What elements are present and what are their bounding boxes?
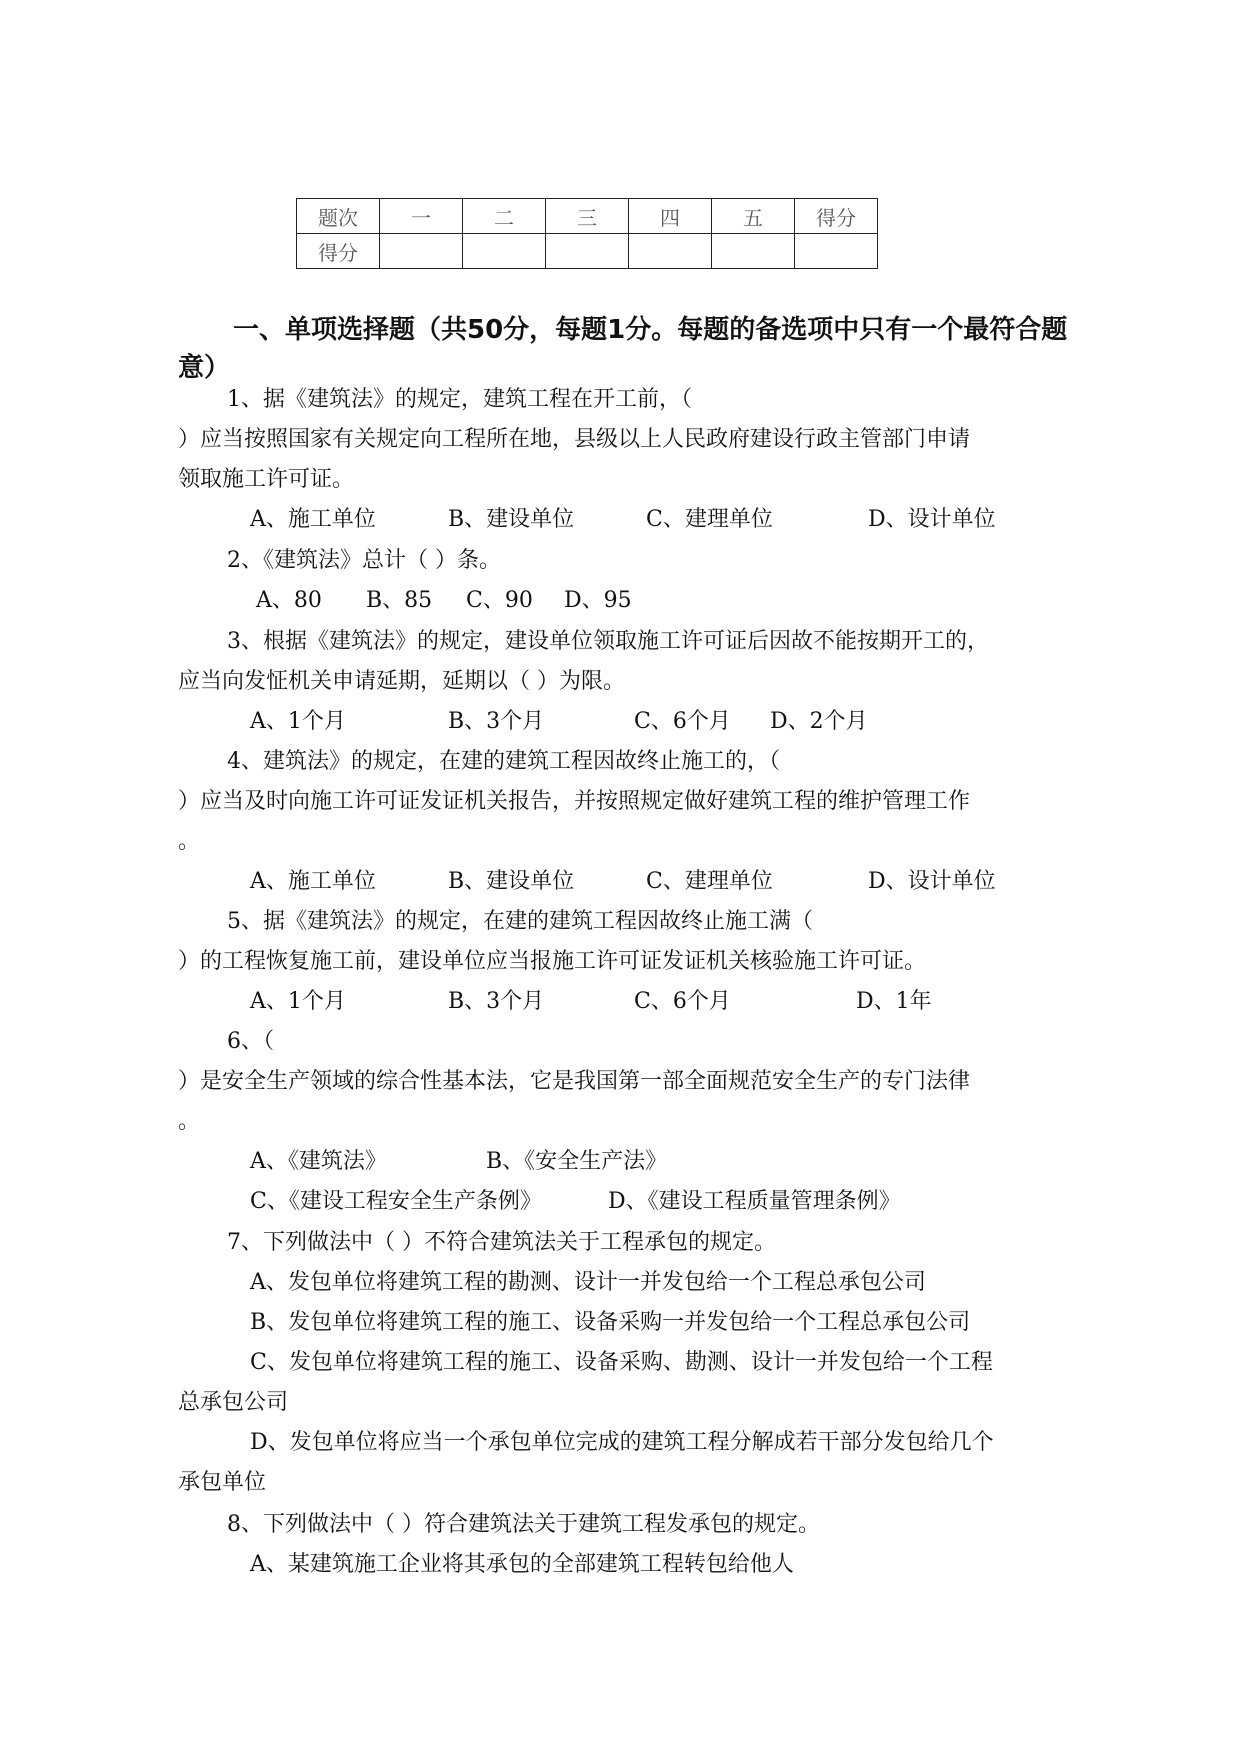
option[interactable]: B、建设单位 bbox=[448, 507, 575, 532]
question-stem: 1、据《建筑法》的规定，建筑工程在开工前，（ bbox=[227, 387, 692, 412]
question-stem: 应当向发怔机关申请延期，延期以（ ）为限。 bbox=[178, 669, 625, 694]
score-input-cell[interactable] bbox=[546, 234, 629, 269]
question-stem: 7、下列做法中（ ）不符合建筑法关于工程承包的规定。 bbox=[227, 1230, 776, 1255]
score-table-header-row bbox=[297, 199, 878, 234]
option[interactable]: A、《建筑法》 bbox=[250, 1149, 387, 1174]
option[interactable]: A、80 bbox=[256, 588, 322, 613]
score-table-score-row bbox=[297, 234, 878, 269]
option[interactable]: A、1个月 bbox=[250, 709, 346, 734]
question-stem: 8、下列做法中（ ）符合建筑法关于建筑工程发承包的规定。 bbox=[227, 1512, 820, 1537]
question-stem: 5、据《建筑法》的规定，在建的建筑工程因故终止施工满（ bbox=[227, 909, 813, 934]
question-stem: 。 bbox=[178, 829, 201, 854]
question-stem: ）是安全生产领域的综合性基本法，它是我国第一部全面规范安全生产的专门法律 bbox=[178, 1069, 971, 1094]
option[interactable]: A、1个月 bbox=[250, 989, 346, 1014]
section-title: 一、单项选择题（共50分，每题1分。每题的备选项中只有一个最符合题意） bbox=[178, 315, 1068, 383]
question-stem: ）应当按照国家有关规定向工程所在地，县级以上人民政府建设行政主管部门申请 bbox=[178, 427, 971, 452]
score-table-cell: 得分 bbox=[297, 234, 380, 269]
option[interactable]: D、设计单位 bbox=[868, 869, 996, 894]
score-input-cell[interactable] bbox=[629, 234, 712, 269]
score-input-cell[interactable] bbox=[795, 234, 878, 269]
score-table-cell: 二 bbox=[463, 199, 546, 234]
score-table-cell: 得分 bbox=[795, 199, 878, 234]
option[interactable]: D、2个月 bbox=[770, 709, 868, 734]
option[interactable]: C、发包单位将建筑工程的施工、设备采购、勘测、设计一并发包给一个工程 bbox=[250, 1350, 993, 1375]
option[interactable]: D、设计单位 bbox=[868, 507, 996, 532]
question-stem: 4、建筑法》的规定，在建的建筑工程因故终止施工的，（ bbox=[227, 749, 780, 774]
question-stem: 3、根据《建筑法》的规定，建设单位领取施工许可证后因故不能按期开工的， bbox=[227, 629, 989, 654]
option[interactable]: B、85 bbox=[366, 588, 433, 613]
option[interactable]: D、1年 bbox=[856, 989, 932, 1014]
option[interactable]: B、发包单位将建筑工程的施工、设备采购一并发包给一个工程总承包公司 bbox=[250, 1310, 971, 1335]
option-continuation: 总承包公司 bbox=[178, 1390, 289, 1415]
option[interactable]: B、建设单位 bbox=[448, 869, 575, 894]
score-table-cell: 四 bbox=[629, 199, 712, 234]
option-continuation: 承包单位 bbox=[178, 1470, 267, 1495]
option[interactable]: D、95 bbox=[564, 588, 632, 613]
score-table-cell: 五 bbox=[712, 199, 795, 234]
option[interactable]: A、发包单位将建筑工程的勘测、设计一并发包给一个工程总承包公司 bbox=[250, 1270, 926, 1295]
option[interactable]: A、施工单位 bbox=[250, 507, 376, 532]
option[interactable]: D、《建设工程质量管理条例》 bbox=[608, 1189, 901, 1214]
score-table-cell: 题次 bbox=[297, 199, 380, 234]
option[interactable]: C、《建设工程安全生产条例》 bbox=[250, 1189, 542, 1214]
score-input-cell[interactable] bbox=[380, 234, 463, 269]
option[interactable]: C、建理单位 bbox=[646, 869, 773, 894]
option[interactable]: C、6个月 bbox=[634, 709, 731, 734]
question-stem: ）应当及时向施工许可证发证机关报告，并按照规定做好建筑工程的维护管理工作 bbox=[178, 789, 971, 814]
score-table bbox=[296, 198, 878, 269]
score-input-cell[interactable] bbox=[712, 234, 795, 269]
option[interactable]: C、90 bbox=[466, 588, 533, 613]
option[interactable]: A、施工单位 bbox=[250, 869, 376, 894]
score-table-cell: 三 bbox=[546, 199, 629, 234]
option[interactable]: C、6个月 bbox=[634, 989, 731, 1014]
question-stem: 2、《建筑法》总计（ ）条。 bbox=[227, 548, 501, 573]
question-stem: 领取施工许可证。 bbox=[178, 467, 355, 492]
question-stem: 6、（ bbox=[227, 1029, 274, 1054]
question-stem: 。 bbox=[178, 1109, 201, 1134]
score-table-cell: 一 bbox=[380, 199, 463, 234]
option[interactable]: B、3个月 bbox=[448, 709, 545, 734]
option[interactable]: A、某建筑施工企业将其承包的全部建筑工程转包给他人 bbox=[250, 1552, 794, 1577]
option[interactable]: C、建理单位 bbox=[646, 507, 773, 532]
option[interactable]: B、3个月 bbox=[448, 989, 545, 1014]
score-input-cell[interactable] bbox=[463, 234, 546, 269]
option[interactable]: B、《安全生产法》 bbox=[486, 1149, 668, 1174]
question-stem: ）的工程恢复施工前，建设单位应当报施工许可证发证机关核验施工许可证。 bbox=[178, 949, 927, 974]
option[interactable]: D、发包单位将应当一个承包单位完成的建筑工程分解成若干部分发包给几个 bbox=[250, 1430, 994, 1455]
